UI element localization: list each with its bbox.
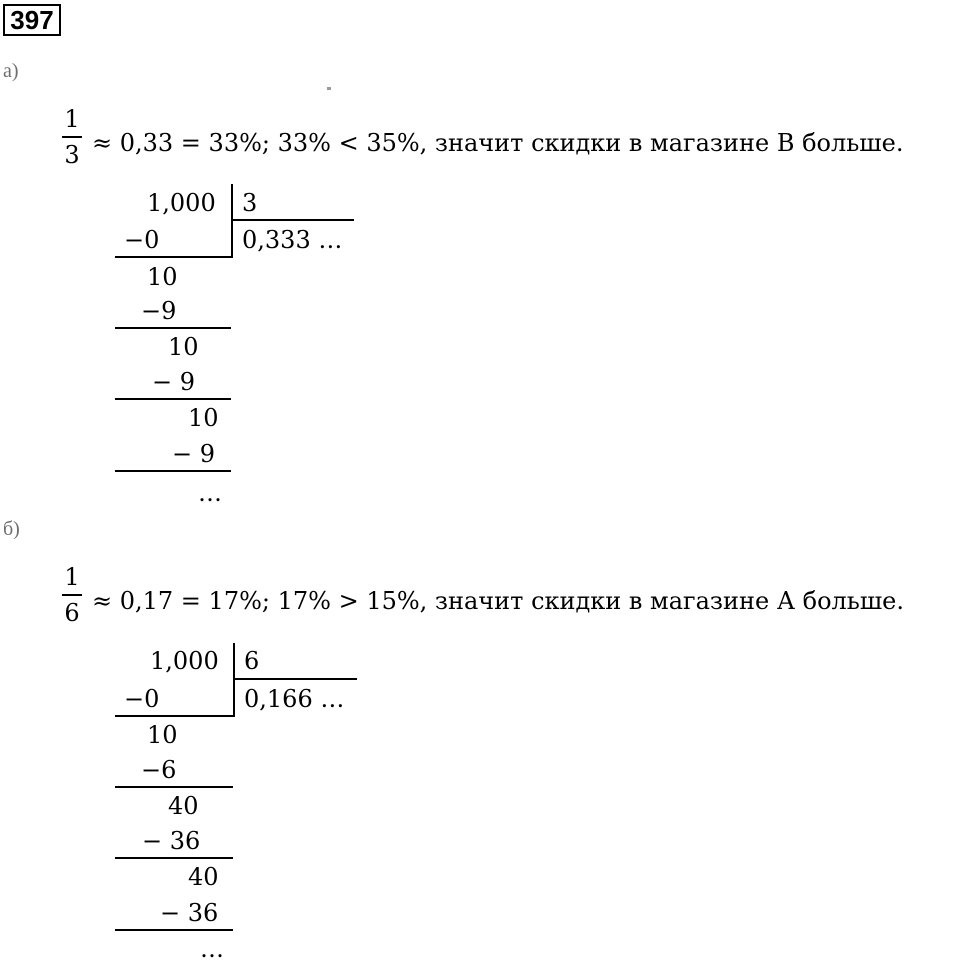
step-remainder: 10 bbox=[168, 333, 199, 361]
step-line bbox=[115, 786, 233, 788]
fraction-denominator: 6 bbox=[64, 599, 80, 627]
step-line bbox=[115, 857, 233, 859]
divisor: 3 bbox=[242, 189, 258, 217]
step-remainder: 40 bbox=[168, 792, 199, 820]
divisor: 6 bbox=[244, 647, 260, 675]
dividend: 1,000 bbox=[150, 647, 219, 675]
division-vertical-line bbox=[231, 184, 233, 258]
step-subtract: − 36 bbox=[160, 899, 219, 927]
part-label-b: б) bbox=[3, 518, 20, 540]
step-subtract: −0 bbox=[124, 226, 160, 254]
quotient: 0,166 … bbox=[244, 685, 345, 713]
fraction-numerator: 1 bbox=[64, 105, 80, 133]
step-line bbox=[115, 398, 231, 400]
step-subtract: − 36 bbox=[142, 827, 201, 855]
step-subtract: − 9 bbox=[172, 440, 216, 468]
fraction-numerator: 1 bbox=[64, 563, 80, 591]
quotient: 0,333 … bbox=[242, 226, 343, 254]
step-line bbox=[115, 929, 233, 931]
faint-mark bbox=[327, 87, 331, 90]
problem-number: 397 bbox=[3, 4, 61, 36]
divisor-underline bbox=[233, 678, 357, 680]
step-subtract: − 9 bbox=[152, 368, 196, 396]
step-remainder: 10 bbox=[188, 404, 219, 432]
step-subtract: −6 bbox=[141, 756, 177, 784]
dividend: 1,000 bbox=[147, 189, 216, 217]
step-remainder: 40 bbox=[188, 863, 219, 891]
step-remainder: 10 bbox=[147, 721, 178, 749]
fraction-denominator: 3 bbox=[64, 141, 80, 169]
division-vertical-line bbox=[233, 643, 235, 717]
fraction-bar bbox=[62, 136, 82, 138]
fraction-a bbox=[62, 104, 82, 170]
step-ellipsis: … bbox=[198, 479, 222, 507]
step-line bbox=[115, 256, 231, 258]
fraction-b bbox=[62, 562, 82, 628]
part-label-a: а) bbox=[3, 60, 19, 82]
divisor-underline bbox=[231, 219, 354, 221]
step-remainder: 10 bbox=[147, 263, 178, 291]
step-subtract: −0 bbox=[124, 685, 160, 713]
statement-b: ≈ 0,17 = 17%; 17% > 15%, значит скидки в магазине А больше. bbox=[92, 587, 904, 615]
step-line bbox=[115, 327, 231, 329]
fraction-bar bbox=[62, 594, 82, 596]
step-ellipsis: … bbox=[200, 935, 224, 963]
step-subtract: −9 bbox=[141, 297, 177, 325]
step-line bbox=[115, 470, 231, 472]
step-line bbox=[115, 715, 233, 717]
statement-a: ≈ 0,33 = 33%; 33% < 35%, значит скидки в магазине В больше. bbox=[92, 129, 904, 157]
